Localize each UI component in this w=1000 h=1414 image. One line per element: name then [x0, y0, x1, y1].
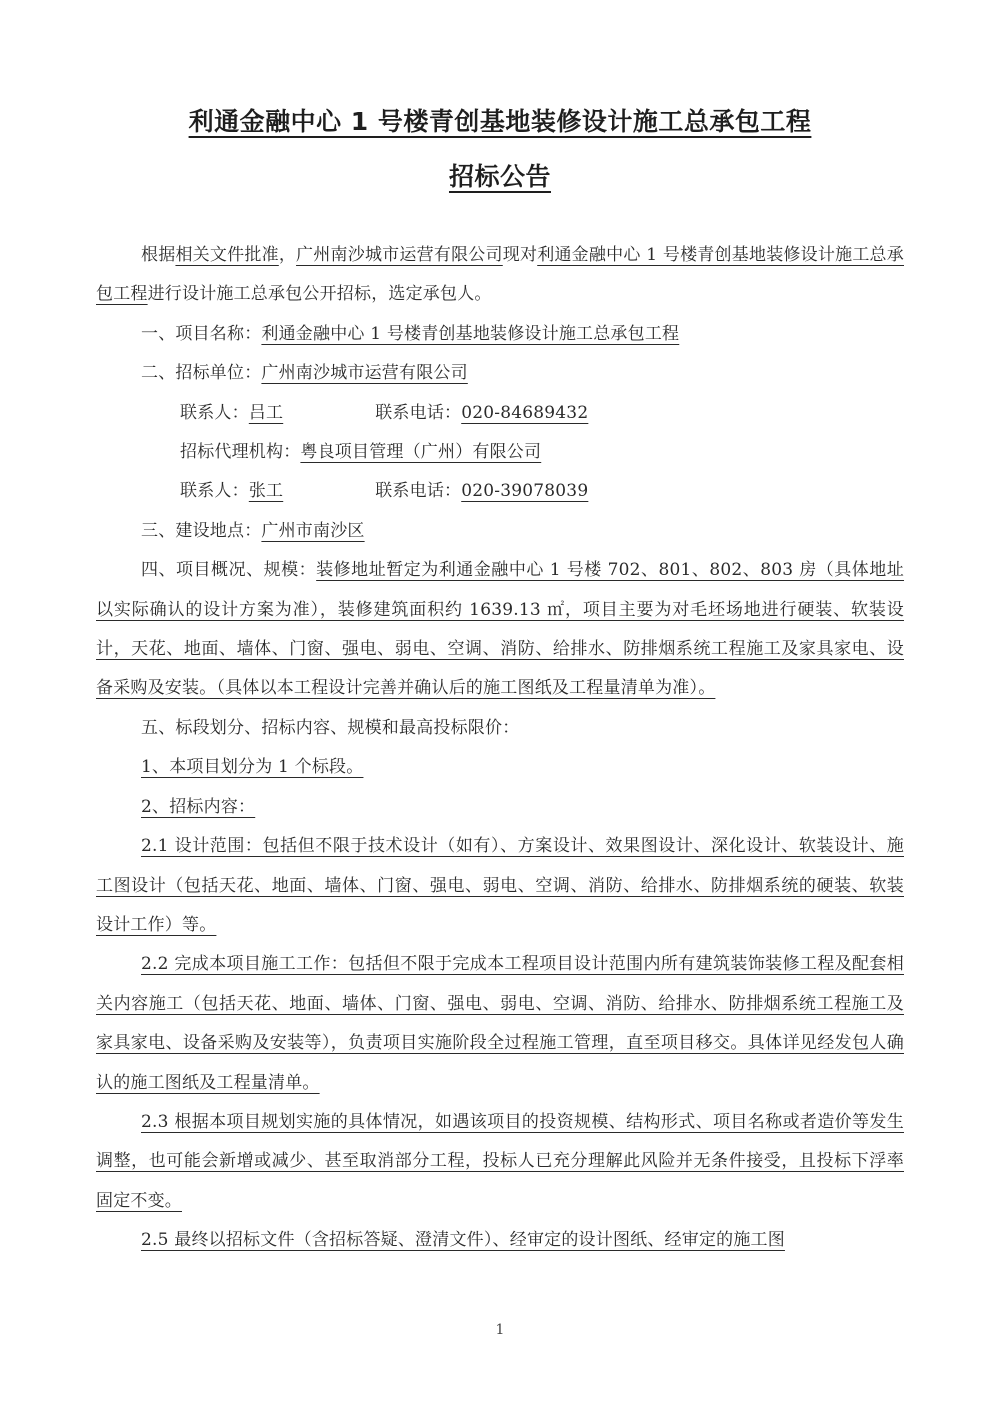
approval-basis: 相关文件批准: [175, 245, 279, 265]
contact-label: 联系人：: [180, 402, 249, 423]
location-item: [96, 512, 904, 551]
tender-content-heading: [96, 788, 904, 827]
intro-text-4: 进行设计施工总承包公开招标，选定承包人。: [147, 284, 492, 305]
construction-scope-text: 2.2 完成本项目施工工作：包括但不限于完成本工程项目设计范围内所有建筑装饰装修工程及配套相关内容施工（包括天花、地面、墙体、门窗、强电、弱电、空调、消防、给排水、防排烟系统工程施工及家具家电、设备采购及安装等），负责项目实施阶段全过程施工管理，直至项目移交。具体详见经发包人确认的施工图纸及工程量清单。: [96, 954, 904, 1093]
phone-label: 联系电话：: [375, 481, 462, 502]
page-number: 1: [495, 1322, 505, 1338]
overview-item: [96, 551, 904, 709]
document-body: [96, 236, 904, 1261]
project-name-item: [96, 315, 904, 354]
tenderer-contact: [96, 394, 904, 433]
project-name-value: 利通金融中心 1 号楼青创基地装修设计施工总承包工程: [261, 323, 680, 344]
phone-label: 联系电话：: [375, 402, 462, 423]
agency-value: 粤良项目管理（广州）有限公司: [300, 442, 542, 463]
document-title: 利通金融中心 1 号楼青创基地装修设计施工总承包工程: [188, 107, 812, 136]
agency-label: 招标代理机构：: [180, 442, 301, 463]
tenderer-value: 广州南沙城市运营有限公司: [261, 363, 468, 384]
project-name-inline: 利通金融中心 1 号楼青创基地装修设计施工总承包工程: [96, 245, 904, 305]
adjustment-clause: [96, 1103, 904, 1221]
tenderer-item: [96, 354, 904, 393]
tender-content-text: 2、招标内容：: [141, 796, 256, 817]
intro-paragraph: [96, 236, 904, 315]
tenderer-name: 广州南沙城市运营有限公司: [296, 245, 503, 265]
design-scope: [96, 827, 904, 945]
contact-name: 张工: [248, 481, 284, 502]
section-five-heading: 五、标段划分、招标内容、规模和最高投标限价：: [141, 717, 520, 738]
lot-division-text: 1、本项目划分为 1 个标段。: [141, 757, 364, 778]
intro-text-2: ，: [278, 245, 297, 265]
location-value: 广州市南沙区: [261, 520, 365, 541]
intro-text-1: 根据: [141, 245, 176, 265]
design-scope-text: 2.1 设计范围：包括但不限于技术设计（如有）、方案设计、效果图设计、深化设计、软装设计、施工图设计（包括天花、地面、墙体、门窗、强电、弱电、空调、消防、给排水、防排烟系统的硬装、软装设计工作）等。: [96, 836, 904, 935]
location-label: 三、建设地点：: [141, 520, 262, 541]
overview-value: 装修地址暂定为利通金融中心 1 号楼 702、801、802、803 房（具体地址以实际确认的设计方案为准），装修建筑面积约 1639.13 ㎡，项目主要为对毛坯场地进行硬装、软装设计，天花、地面、墙体、门窗、强电、弱电、空调、消防、给排水、防排烟系统工程施工及家具家电、设备采购及安装。（具体以本工程设计完善并确认后的施工图纸及工程量清单为准）。: [96, 560, 905, 699]
agency-contact: [96, 472, 904, 511]
final-basis-clause: [96, 1221, 904, 1260]
lot-division: [96, 748, 904, 787]
contact-phone: 020-84689432: [461, 402, 589, 423]
tenderer-label: 二、招标单位：: [141, 363, 262, 384]
final-basis-clause-text: 2.5 最终以招标文件（含招标答疑、澄清文件）、经审定的设计图纸、经审定的施工图: [141, 1230, 785, 1251]
overview-label: 四、项目概况、规模：: [141, 560, 317, 581]
construction-scope: [96, 945, 904, 1103]
intro-text-3: 现对: [502, 245, 538, 265]
contact-label: 联系人：: [180, 481, 249, 502]
contact-name: 吕工: [248, 402, 284, 423]
project-name-label: 一、项目名称：: [141, 323, 262, 344]
contact-phone: 020-39078039: [461, 481, 589, 502]
agency-item: [96, 433, 904, 472]
document-subtitle: 招标公告: [448, 162, 551, 191]
adjustment-clause-text: 2.3 根据本项目规划实施的具体情况，如遇该项目的投资规模、结构形式、项目名称或者造价等发生调整，也可能会新增或减少、甚至取消部分工程，投标人已充分理解此风险并无条件接受，且投标下浮率固定不变。: [96, 1111, 904, 1211]
